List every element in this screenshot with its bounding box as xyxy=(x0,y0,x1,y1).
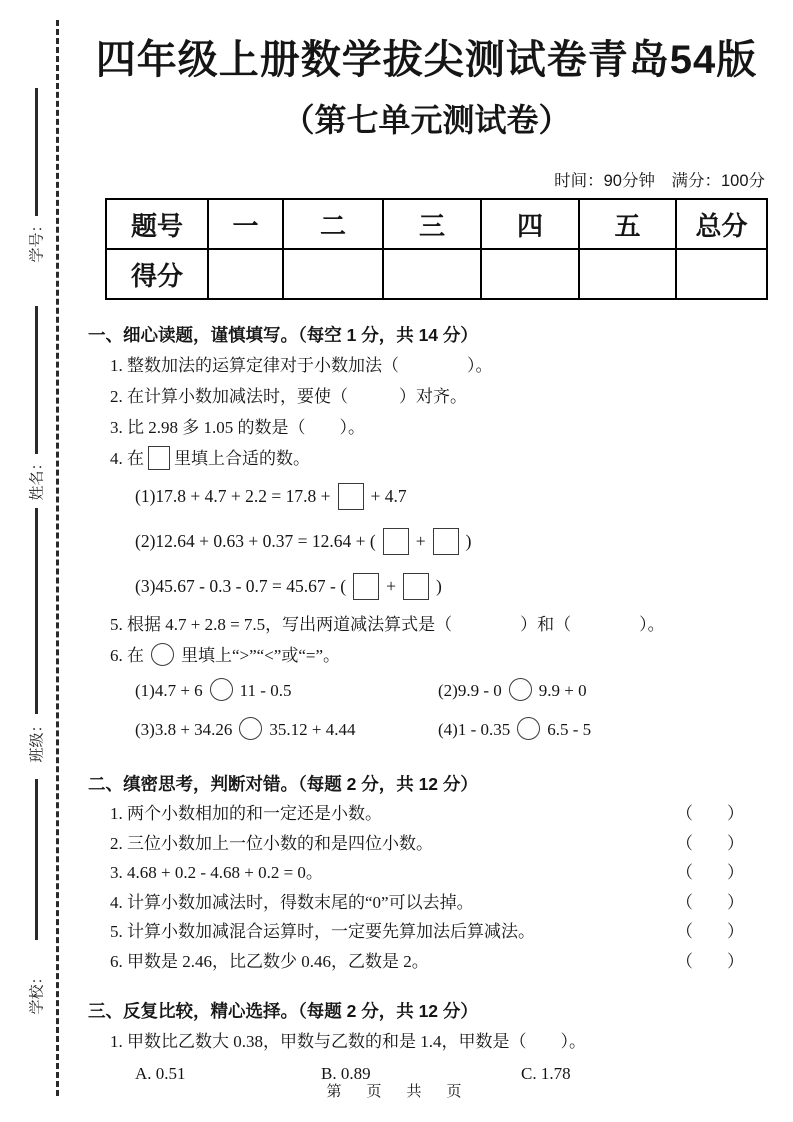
score-cell-empty xyxy=(283,249,383,299)
score-table-header-row xyxy=(106,199,767,249)
judgment-text: 3. 4.68 + 0.2 - 4.68 + 0.2 = 0。 xyxy=(110,863,323,883)
score-table-header-cell: 一 xyxy=(208,199,283,249)
score-table-header-cell: 题号 xyxy=(106,199,208,249)
exam-meta: 时间：90分钟 满分：100分 xyxy=(554,172,765,191)
judgment-bracket: （ ） xyxy=(676,804,744,824)
judgment-text: 5. 计算小数加减混合运算时，一定要先算加法后算减法。 xyxy=(110,922,535,942)
q6-text: 6. 在 xyxy=(110,646,144,666)
judgment-text: 2. 三位小数加上一位小数的和是四位小数。 xyxy=(110,833,433,853)
margin-rule-segment xyxy=(35,88,38,216)
equation-text: ) xyxy=(465,531,472,552)
judgment-bracket: （ ） xyxy=(676,951,744,971)
s2-judgment-6 xyxy=(110,947,744,977)
equation-text: 9.9 + 0 xyxy=(538,681,587,701)
equation-text: + xyxy=(415,531,426,552)
judgment-bracket: （ ） xyxy=(676,833,744,853)
s3-question-1: 1. 甲数比乙数大 0.38，甲数与乙数的和是 1.4，甲数是（ ）。 xyxy=(110,1032,586,1052)
compare-circle xyxy=(239,717,262,740)
s1-question-1: 1. 整数加法的运算定律对于小数加法（ ）。 xyxy=(110,356,493,376)
score-cell-empty xyxy=(208,249,283,299)
cut-dashed-line xyxy=(56,20,59,1096)
equation-text: 35.12 + 4.44 xyxy=(269,720,356,740)
s1-question-4 xyxy=(110,443,793,474)
s1-q6-sub-3 xyxy=(135,710,438,749)
compare-circle xyxy=(509,678,532,701)
score-cell-empty xyxy=(579,249,676,299)
score-table-header-cell: 三 xyxy=(383,199,481,249)
s2-judgment-1 xyxy=(110,799,744,829)
score-table-header-cell: 总分 xyxy=(676,199,767,249)
s1-q6-row-2 xyxy=(135,710,793,749)
equation-text: 6.5 - 5 xyxy=(547,720,592,740)
answer-box xyxy=(338,483,364,510)
answer-box xyxy=(403,573,429,600)
student-id-label: 学号： xyxy=(28,217,46,263)
equation-text: (2)12.64 + 0.63 + 0.37 = 12.64 + ( xyxy=(135,531,376,552)
judgment-bracket: （ ） xyxy=(676,892,744,912)
s1-question-6 xyxy=(110,640,793,671)
equation-text: (4)1 - 0.35 xyxy=(438,720,511,740)
judgment-bracket: （ ） xyxy=(676,863,744,883)
judgment-text: 1. 两个小数相加的和一定还是小数。 xyxy=(110,804,382,824)
paper-content xyxy=(60,0,793,1090)
option-b: B. 0.89 xyxy=(321,1064,371,1084)
equation-text: 11 - 0.5 xyxy=(239,681,292,701)
equation-text: + 4.7 xyxy=(370,486,407,507)
margin-rule-segment xyxy=(35,306,38,454)
school-label: 学校： xyxy=(28,969,46,1015)
q4-text: 里填上合适的数。 xyxy=(174,449,310,469)
margin-rule-segment xyxy=(35,779,38,940)
s1-q4-sub-2 xyxy=(135,519,793,564)
equation-text: (1)17.8 + 4.7 + 2.2 = 17.8 + xyxy=(135,486,331,507)
option-c: C. 1.78 xyxy=(521,1064,571,1084)
judgment-text: 6. 甲数是 2.46，比乙数少 0.46，乙数是 2。 xyxy=(110,951,429,971)
compare-circle xyxy=(210,678,233,701)
s1-q4-sub-3 xyxy=(135,564,793,609)
s1-q6-row-1 xyxy=(135,671,793,710)
section-1-title: 一、细心读题，谨慎填写。（每空 1 分，共 14 分） xyxy=(88,325,478,346)
s2-judgment-4 xyxy=(110,888,744,918)
score-row-label: 得分 xyxy=(106,249,208,299)
equation-text: + xyxy=(386,576,396,597)
equation-text: (3)45.67 - 0.3 - 0.7 = 45.67 - ( xyxy=(135,576,347,597)
score-table-header-cell: 二 xyxy=(283,199,383,249)
answer-box xyxy=(383,528,409,555)
s1-q4-sub-1 xyxy=(135,474,793,519)
q6-text: 里填上“>”“<”或“=”。 xyxy=(181,646,341,666)
page-footer: 第 页 共 页 xyxy=(326,1083,467,1100)
s1-q6-sub-1 xyxy=(135,671,438,710)
s1-q6-sub-4 xyxy=(438,710,591,749)
s2-judgment-3 xyxy=(110,858,744,888)
s1-question-2: 2. 在计算小数加减法时，要使（ ）对齐。 xyxy=(110,387,467,407)
answer-box xyxy=(353,573,379,600)
page-title: 四年级上册数学拔尖测试卷青岛54版 xyxy=(95,38,758,82)
score-cell-empty xyxy=(676,249,767,299)
section-2-title: 二、缜密思考，判断对错。（每题 2 分，共 12 分） xyxy=(88,774,478,795)
score-cell-empty xyxy=(383,249,481,299)
q4-text: 4. 在 xyxy=(110,449,144,469)
questions-body xyxy=(60,320,793,1090)
class-label: 班级： xyxy=(28,717,46,763)
answer-box xyxy=(433,528,459,555)
judgment-text: 4. 计算小数加减法时，得数末尾的“0”可以去掉。 xyxy=(110,892,474,912)
compare-circle xyxy=(151,643,174,666)
equation-text: (1)4.7 + 6 xyxy=(135,681,203,701)
answer-box xyxy=(148,446,170,470)
equation-text: (3)3.8 + 34.26 xyxy=(135,720,233,740)
section-3-title: 三、反复比较，精心选择。（每题 2 分，共 12 分） xyxy=(88,1001,478,1022)
s1-q6-sub-2 xyxy=(438,671,587,710)
option-a: A. 0.51 xyxy=(135,1064,186,1084)
score-table xyxy=(105,198,768,300)
score-table-header-cell: 五 xyxy=(579,199,676,249)
page-subtitle: （第七单元测试卷） xyxy=(282,102,571,138)
s2-judgment-5 xyxy=(110,917,744,947)
student-name-label: 姓名： xyxy=(28,455,46,501)
score-table-score-row xyxy=(106,249,767,299)
judgment-bracket: （ ） xyxy=(676,922,744,942)
score-cell-empty xyxy=(481,249,579,299)
equation-text: ) xyxy=(435,576,442,597)
compare-circle xyxy=(517,717,540,740)
equation-text: (2)9.9 - 0 xyxy=(438,681,502,701)
margin-rule-segment xyxy=(35,508,38,714)
s2-judgment-2 xyxy=(110,829,744,859)
score-table-header-cell: 四 xyxy=(481,199,579,249)
s1-question-3: 3. 比 2.98 多 1.05 的数是（ ）。 xyxy=(110,418,365,438)
s1-question-5: 5. 根据 4.7 + 2.8 = 7.5，写出两道减法算式是（ ）和（ ）。 xyxy=(110,615,665,635)
